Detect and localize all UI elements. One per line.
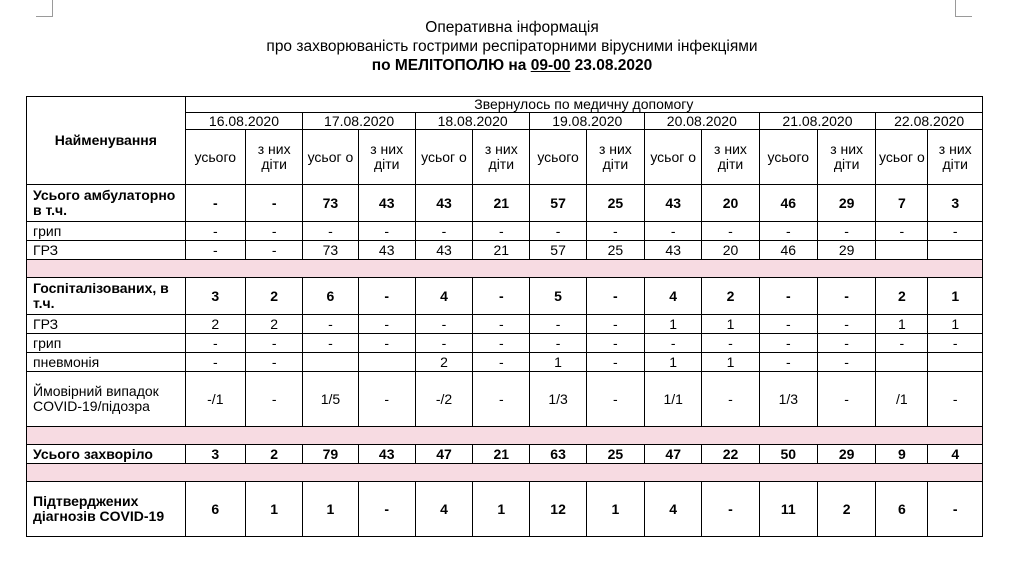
value-cell: 25 bbox=[586, 241, 644, 260]
table-row bbox=[27, 353, 983, 372]
value-cell: 1 bbox=[473, 482, 530, 537]
value-cell: 43 bbox=[358, 241, 415, 260]
heading-line-2: про захворюваність гострими респіраторними вірусними інфекціями bbox=[266, 38, 758, 55]
value-cell: 1 bbox=[928, 315, 983, 334]
value-cell: - bbox=[702, 222, 759, 241]
value-cell: - bbox=[303, 315, 358, 334]
subheader-cell: усьог о bbox=[645, 130, 702, 185]
separator-cell bbox=[928, 464, 983, 482]
value-cell: - bbox=[530, 334, 586, 353]
value-cell bbox=[876, 241, 928, 260]
table-row bbox=[27, 482, 983, 537]
date-header: 17.08.2020 bbox=[303, 113, 416, 130]
value-cell: 2 bbox=[817, 482, 875, 537]
subheader-cell: з них діти bbox=[473, 130, 530, 185]
value-cell: 3 bbox=[185, 445, 245, 464]
separator-cell bbox=[185, 260, 245, 278]
value-cell: 2 bbox=[185, 315, 245, 334]
subheader-cell: усього bbox=[759, 130, 817, 185]
separator-cell bbox=[928, 260, 983, 278]
value-cell: - bbox=[358, 482, 415, 537]
value-cell: - bbox=[358, 222, 415, 241]
value-cell: 1 bbox=[876, 315, 928, 334]
value-cell bbox=[928, 353, 983, 372]
table-row bbox=[27, 241, 983, 260]
value-cell: 9 bbox=[876, 445, 928, 464]
separator-cell bbox=[415, 464, 472, 482]
value-cell: 21 bbox=[473, 241, 530, 260]
value-cell: - bbox=[473, 222, 530, 241]
value-cell bbox=[303, 353, 358, 372]
value-cell: -/2 bbox=[415, 372, 472, 427]
value-cell: - bbox=[645, 222, 702, 241]
heading-line-1: Оперативна інформація bbox=[425, 19, 599, 36]
separator-cell bbox=[303, 464, 358, 482]
separator-cell bbox=[645, 464, 702, 482]
value-cell: - bbox=[185, 222, 245, 241]
value-cell: - bbox=[246, 372, 303, 427]
value-cell: - bbox=[473, 334, 530, 353]
value-cell: 1 bbox=[702, 315, 759, 334]
value-cell: - bbox=[415, 222, 472, 241]
group-column-header: Звернулось по медичну допомогу bbox=[185, 97, 982, 113]
value-cell: 4 bbox=[928, 445, 983, 464]
morbidity-table bbox=[26, 96, 983, 537]
page-corner-mark-left bbox=[36, 0, 53, 17]
separator-cell bbox=[27, 464, 186, 482]
separator-cell bbox=[185, 464, 245, 482]
value-cell: - bbox=[246, 353, 303, 372]
heading-line-3-prefix: по МЕЛІТОПОЛЮ на bbox=[371, 57, 531, 74]
value-cell: - bbox=[358, 334, 415, 353]
value-cell: 2 bbox=[702, 278, 759, 315]
value-cell: - bbox=[817, 334, 875, 353]
separator-cell bbox=[185, 427, 245, 445]
separator-row bbox=[27, 464, 983, 482]
table-row bbox=[27, 334, 983, 353]
value-cell: 50 bbox=[759, 445, 817, 464]
row-label: Підтверджених діагнозів COVID-19 bbox=[27, 482, 186, 537]
value-cell: - bbox=[415, 334, 472, 353]
value-cell: 2 bbox=[415, 353, 472, 372]
value-cell: 2 bbox=[246, 315, 303, 334]
heading-line-3-time: 09-00 bbox=[530, 57, 571, 74]
value-cell: - bbox=[817, 222, 875, 241]
separator-cell bbox=[702, 464, 759, 482]
value-cell: 79 bbox=[303, 445, 358, 464]
separator-cell bbox=[358, 427, 415, 445]
value-cell: - bbox=[759, 222, 817, 241]
value-cell: 4 bbox=[645, 278, 702, 315]
value-cell: - bbox=[928, 372, 983, 427]
value-cell: - bbox=[303, 334, 358, 353]
value-cell: 1 bbox=[530, 353, 586, 372]
value-cell: 1 bbox=[645, 353, 702, 372]
value-cell: 22 bbox=[702, 445, 759, 464]
row-label: Госпіталізованих, в т.ч. bbox=[27, 278, 186, 315]
value-cell: 73 bbox=[303, 241, 358, 260]
separator-cell bbox=[415, 427, 472, 445]
value-cell: - bbox=[473, 315, 530, 334]
value-cell: 1/3 bbox=[759, 372, 817, 427]
row-label: Усього амбулаторно в т.ч. bbox=[27, 185, 186, 222]
value-cell: - bbox=[817, 372, 875, 427]
value-cell: 7 bbox=[876, 185, 928, 222]
subheader-cell: усьог о bbox=[415, 130, 472, 185]
value-cell: 46 bbox=[759, 185, 817, 222]
value-cell: 2 bbox=[246, 278, 303, 315]
value-cell: - bbox=[817, 353, 875, 372]
value-cell: 1/3 bbox=[530, 372, 586, 427]
separator-cell bbox=[473, 464, 530, 482]
separator-cell bbox=[303, 260, 358, 278]
value-cell: 1/1 bbox=[645, 372, 702, 427]
value-cell: 1 bbox=[303, 482, 358, 537]
row-label: грип bbox=[27, 334, 186, 353]
separator-cell bbox=[876, 260, 928, 278]
value-cell: - bbox=[876, 222, 928, 241]
table-row bbox=[27, 278, 983, 315]
name-column-header: Найменування bbox=[27, 97, 186, 185]
value-cell bbox=[876, 353, 928, 372]
value-cell: - bbox=[473, 353, 530, 372]
value-cell: 29 bbox=[817, 185, 875, 222]
separator-cell bbox=[702, 260, 759, 278]
separator-cell bbox=[246, 260, 303, 278]
separator-cell bbox=[358, 260, 415, 278]
row-label: Усього захворіло bbox=[27, 445, 186, 464]
row-label: пневмонія bbox=[27, 353, 186, 372]
value-cell: 5 bbox=[530, 278, 586, 315]
subheader-cell: усього bbox=[185, 130, 245, 185]
subheader-cell: усього bbox=[530, 130, 586, 185]
value-cell: 4 bbox=[645, 482, 702, 537]
value-cell: 1/5 bbox=[303, 372, 358, 427]
separator-cell bbox=[759, 464, 817, 482]
value-cell: 3 bbox=[928, 185, 983, 222]
value-cell: - bbox=[246, 334, 303, 353]
value-cell: 43 bbox=[415, 185, 472, 222]
value-cell: - bbox=[817, 315, 875, 334]
value-cell: 21 bbox=[473, 185, 530, 222]
value-cell: 1 bbox=[645, 315, 702, 334]
separator-cell bbox=[530, 464, 586, 482]
value-cell: - bbox=[473, 278, 530, 315]
value-cell: 4 bbox=[415, 278, 472, 315]
subheader-cell: з них діти bbox=[586, 130, 644, 185]
separator-cell bbox=[530, 427, 586, 445]
value-cell bbox=[928, 241, 983, 260]
subheader-cell: з них діти bbox=[358, 130, 415, 185]
value-cell: -/1 bbox=[185, 372, 245, 427]
value-cell: 20 bbox=[702, 241, 759, 260]
value-cell: 63 bbox=[530, 445, 586, 464]
value-cell: - bbox=[303, 222, 358, 241]
value-cell: 4 bbox=[415, 482, 472, 537]
separator-cell bbox=[586, 464, 644, 482]
value-cell: 2 bbox=[246, 445, 303, 464]
separator-cell bbox=[876, 464, 928, 482]
separator-cell bbox=[303, 427, 358, 445]
value-cell: /1 bbox=[876, 372, 928, 427]
value-cell: - bbox=[645, 334, 702, 353]
value-cell: - bbox=[358, 372, 415, 427]
subheader-cell: з них діти bbox=[817, 130, 875, 185]
value-cell: - bbox=[759, 334, 817, 353]
value-cell: 1 bbox=[586, 482, 644, 537]
separator-cell bbox=[876, 427, 928, 445]
row-label: Ймовірний випадок COVID-19/підозра bbox=[27, 372, 186, 427]
value-cell: 21 bbox=[473, 445, 530, 464]
separator-cell bbox=[246, 427, 303, 445]
value-cell: 29 bbox=[817, 241, 875, 260]
heading-line-3-date: 23.08.2020 bbox=[570, 57, 653, 74]
value-cell: 43 bbox=[645, 185, 702, 222]
value-cell bbox=[358, 353, 415, 372]
separator-cell bbox=[246, 464, 303, 482]
value-cell: 46 bbox=[759, 241, 817, 260]
value-cell: - bbox=[246, 241, 303, 260]
date-header: 16.08.2020 bbox=[185, 113, 303, 130]
value-cell: - bbox=[530, 222, 586, 241]
value-cell: 43 bbox=[358, 445, 415, 464]
separator-row bbox=[27, 427, 983, 445]
value-cell: 1 bbox=[702, 353, 759, 372]
value-cell: - bbox=[185, 353, 245, 372]
separator-cell bbox=[358, 464, 415, 482]
separator-cell bbox=[473, 260, 530, 278]
value-cell: 47 bbox=[645, 445, 702, 464]
separator-cell bbox=[473, 427, 530, 445]
separator-cell bbox=[530, 260, 586, 278]
header-row-group bbox=[27, 97, 983, 113]
heading-line-3 bbox=[0, 56, 1024, 75]
subheader-cell: усьог о bbox=[303, 130, 358, 185]
separator-cell bbox=[817, 464, 875, 482]
table-row bbox=[27, 315, 983, 334]
value-cell: 6 bbox=[185, 482, 245, 537]
separator-cell bbox=[759, 260, 817, 278]
value-cell: - bbox=[702, 482, 759, 537]
value-cell: - bbox=[185, 334, 245, 353]
value-cell: - bbox=[586, 315, 644, 334]
separator-cell bbox=[645, 427, 702, 445]
separator-cell bbox=[928, 427, 983, 445]
value-cell: - bbox=[586, 353, 644, 372]
separator-cell bbox=[586, 260, 644, 278]
separator-cell bbox=[759, 427, 817, 445]
subheader-cell: усьог о bbox=[876, 130, 928, 185]
value-cell: 2 bbox=[876, 278, 928, 315]
value-cell: - bbox=[586, 334, 644, 353]
value-cell: - bbox=[876, 334, 928, 353]
separator-cell bbox=[27, 427, 186, 445]
value-cell: - bbox=[586, 278, 644, 315]
separator-cell bbox=[817, 427, 875, 445]
value-cell: - bbox=[185, 241, 245, 260]
value-cell: - bbox=[928, 222, 983, 241]
value-cell: 43 bbox=[645, 241, 702, 260]
table-row bbox=[27, 445, 983, 464]
separator-cell bbox=[586, 427, 644, 445]
value-cell: 73 bbox=[303, 185, 358, 222]
value-cell: - bbox=[586, 372, 644, 427]
separator-cell bbox=[817, 260, 875, 278]
separator-row bbox=[27, 260, 983, 278]
value-cell: 11 bbox=[759, 482, 817, 537]
separator-cell bbox=[702, 427, 759, 445]
value-cell: - bbox=[702, 372, 759, 427]
value-cell: - bbox=[759, 278, 817, 315]
value-cell: - bbox=[358, 315, 415, 334]
value-cell: 43 bbox=[358, 185, 415, 222]
value-cell: 47 bbox=[415, 445, 472, 464]
value-cell: - bbox=[246, 222, 303, 241]
value-cell: 29 bbox=[817, 445, 875, 464]
value-cell: 57 bbox=[530, 241, 586, 260]
value-cell: - bbox=[185, 185, 245, 222]
value-cell: - bbox=[928, 334, 983, 353]
value-cell: - bbox=[358, 278, 415, 315]
value-cell: 1 bbox=[928, 278, 983, 315]
value-cell: - bbox=[415, 315, 472, 334]
value-cell: 12 bbox=[530, 482, 586, 537]
value-cell: 25 bbox=[586, 185, 644, 222]
page-corner-mark-right bbox=[955, 0, 972, 17]
separator-cell bbox=[645, 260, 702, 278]
value-cell: - bbox=[928, 482, 983, 537]
table-row bbox=[27, 372, 983, 427]
value-cell: - bbox=[246, 185, 303, 222]
value-cell: 6 bbox=[303, 278, 358, 315]
subheader-cell: з них діти bbox=[702, 130, 759, 185]
row-label: грип bbox=[27, 222, 186, 241]
date-header: 18.08.2020 bbox=[415, 113, 530, 130]
value-cell: 1 bbox=[246, 482, 303, 537]
table-row bbox=[27, 185, 983, 222]
date-header: 21.08.2020 bbox=[759, 113, 876, 130]
value-cell: 20 bbox=[702, 185, 759, 222]
value-cell: 6 bbox=[876, 482, 928, 537]
subheader-cell: з них діти bbox=[246, 130, 303, 185]
subheader-cell: з них діти bbox=[928, 130, 983, 185]
date-header: 19.08.2020 bbox=[530, 113, 645, 130]
separator-cell bbox=[27, 260, 186, 278]
date-header: 22.08.2020 bbox=[876, 113, 983, 130]
value-cell: - bbox=[817, 278, 875, 315]
value-cell: 43 bbox=[415, 241, 472, 260]
separator-cell bbox=[415, 260, 472, 278]
value-cell: 57 bbox=[530, 185, 586, 222]
value-cell: - bbox=[759, 353, 817, 372]
row-label: ГРЗ bbox=[27, 241, 186, 260]
value-cell: 25 bbox=[586, 445, 644, 464]
value-cell: - bbox=[586, 222, 644, 241]
value-cell: - bbox=[473, 372, 530, 427]
date-header: 20.08.2020 bbox=[645, 113, 760, 130]
table-row bbox=[27, 222, 983, 241]
row-label: ГРЗ bbox=[27, 315, 186, 334]
document-heading bbox=[0, 18, 1024, 75]
value-cell: 3 bbox=[185, 278, 245, 315]
value-cell: - bbox=[702, 334, 759, 353]
value-cell: - bbox=[530, 315, 586, 334]
value-cell: - bbox=[759, 315, 817, 334]
